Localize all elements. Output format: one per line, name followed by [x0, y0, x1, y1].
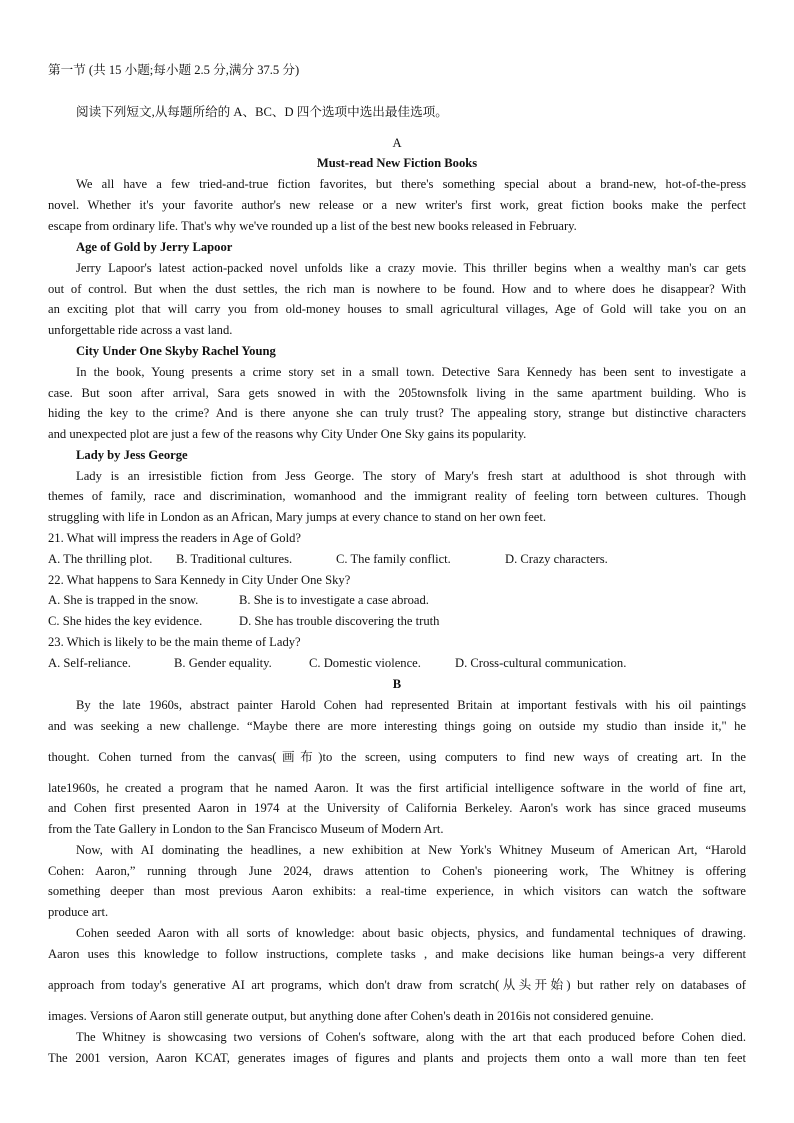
question-option[interactable]: B. Gender equality.	[174, 656, 272, 670]
section-header: 第一节 (共 15 小题;每小题 2.5 分,满分 37.5 分)	[48, 63, 300, 77]
paragraph-line: produce art.	[48, 905, 109, 919]
paragraph-line: and was seeking a new challenge. “Maybe there are more interesting things going on outside my studio than inside it," he	[48, 719, 746, 733]
paragraph-line: Aaron uses this knowledge to follow instructions, complete tasks , and make decisions like human beings-a very different	[48, 947, 746, 961]
paragraph-line: and unexpected plot are just a few of the reasons why City Under One Sky gains its popularity.	[48, 427, 527, 441]
paragraph-line: escape from ordinary life. That's why we've rounded up a list of the best new books released in February.	[48, 219, 577, 233]
paragraph-line: struggling with life in London as an African, Mary jumps at every chance to stand on her own feet.	[48, 510, 547, 524]
question-option[interactable]: A. She is trapped in the snow.	[48, 593, 199, 607]
question-option[interactable]: A. Self-reliance.	[48, 656, 131, 670]
paragraph-line: Cohen: Aaron,” running through June 2024, draws attention to Cohen's pioneering work, The Whitney is offering	[48, 864, 746, 878]
passage-a-title: Must-read New Fiction Books	[316, 156, 478, 170]
instructions: 阅读下列短文,从每题所给的 A、BC、D 四个选项中选出最佳选项。	[76, 105, 448, 119]
paragraph-line: By the late 1960s, abstract painter Harold Cohen had represented Britain at important festivals with his oil paintings	[76, 698, 746, 712]
paragraph-line: late1960s, he created a program that he named Aaron. It was the first artificial intelligence software in the world of fine art,	[48, 781, 746, 795]
question-option[interactable]: D. Crazy characters.	[505, 552, 608, 566]
paragraph-line: unforgettable ride across a vast land.	[48, 323, 233, 337]
paragraph-line: hiding the key to the crime? And is there anyone she can truly trust? The appealing story, strange but distinctive characters	[48, 406, 746, 420]
book-heading: Age of Gold by Jerry Lapoor	[76, 240, 233, 254]
question-option[interactable]: D. She has trouble discovering the truth	[239, 614, 440, 628]
question-option[interactable]: B. Traditional cultures.	[176, 552, 293, 566]
paragraph-line: something deeper than most previous Aaron exhibits: a real-time experience, in which visitors can watch the software	[48, 884, 746, 898]
paragraph-line: and Cohen first presented Aaron in 1974 at the University of California Berkeley. Aaron's work has since graced museums	[48, 801, 746, 815]
question-option[interactable]: C. She hides the key evidence.	[48, 614, 203, 628]
paragraph-line: thought. Cohen turned from the canvas(画布)to the screen, using computers to find new ways of creating art. In the	[48, 750, 746, 764]
paragraph-line: novel. Whether it's your favorite author's new release or a new writer's first work, great fiction books make the perfect	[48, 198, 746, 212]
question-option[interactable]: C. The family conflict.	[336, 552, 451, 566]
paragraph-line: Now, with AI dominating the headlines, a new exhibition at New York's Whitney Museum of American Art, “Harold	[76, 843, 746, 857]
paragraph-line: images. Versions of Aaron still generate output, but anything done after Cohen's death in 2016is not considered genuine.	[48, 1009, 654, 1023]
paragraph-line: We all have a few tried-and-true fiction favorites, but there's something special about a brand-new, hot-of-the-press	[76, 177, 746, 191]
paragraph-line: Jerry Lapoor's latest action-packed novel unfolds like a crazy movie. This thriller begins when a wealthy man's car gets	[76, 261, 746, 275]
paragraph-line: In the book, Young presents a crime story set in a small town. Detective Sara Kennedy has been sent to investigate a	[76, 365, 746, 379]
paragraph-line: an exciting plot that will carry you from old-money houses to small agricultural villages, Age of Gold will take you on an	[48, 302, 746, 316]
passage-a-label: A	[392, 136, 402, 150]
paragraph-line: Cohen seeded Aaron with all sorts of knowledge: about basic objects, physics, and fundamental techniques of drawing.	[76, 926, 746, 940]
question-option[interactable]: C. Domestic violence.	[309, 656, 421, 670]
question-option[interactable]: A. The thrilling plot.	[48, 552, 153, 566]
paragraph-line: approach from today's generative AI art programs, which don't draw from scratch(从头开始) but rather rely on databases of	[48, 978, 746, 992]
book-heading: Lady by Jess George	[76, 448, 188, 462]
paragraph-line: Lady is an irresistible fiction from Jess George. The story of Mary's fresh start at adulthood is shot through with	[76, 469, 746, 483]
paragraph-line: themes of family, race and discrimination, womanhood and the immigrant reality of feeling torn between cultures. Though	[48, 489, 746, 503]
question-stem: 21. What will impress the readers in Age of Gold?	[48, 531, 301, 545]
paragraph-line: from the Tate Gallery in London to the San Francisco Museum of Modern Art.	[48, 822, 444, 836]
question-option[interactable]: B. She is to investigate a case abroad.	[239, 593, 429, 607]
question-option[interactable]: D. Cross-cultural communication.	[455, 656, 627, 670]
book-heading: City Under One Skyby Rachel Young	[76, 344, 276, 358]
paragraph-line: The 2001 version, Aaron KCAT, generates images of figures and plants and projects them onto a wall more than ten feet	[48, 1051, 746, 1065]
question-stem: 22. What happens to Sara Kennedy in City Under One Sky?	[48, 573, 351, 587]
passage-b-label: B	[392, 677, 402, 691]
paragraph-line: case. But soon after arrival, Sara gets snowed in with the 205townsfolk living in the same apartment building. Who is	[48, 386, 746, 400]
paragraph-line: The Whitney is showcasing two versions of Cohen's software, along with the art that each produced before Cohen died.	[76, 1030, 746, 1044]
question-stem: 23. Which is likely to be the main theme of Lady?	[48, 635, 301, 649]
paragraph-line: out of control. But when the dust settles, the rich man is nowhere to be found. How and to where does he disappear? With	[48, 282, 746, 296]
